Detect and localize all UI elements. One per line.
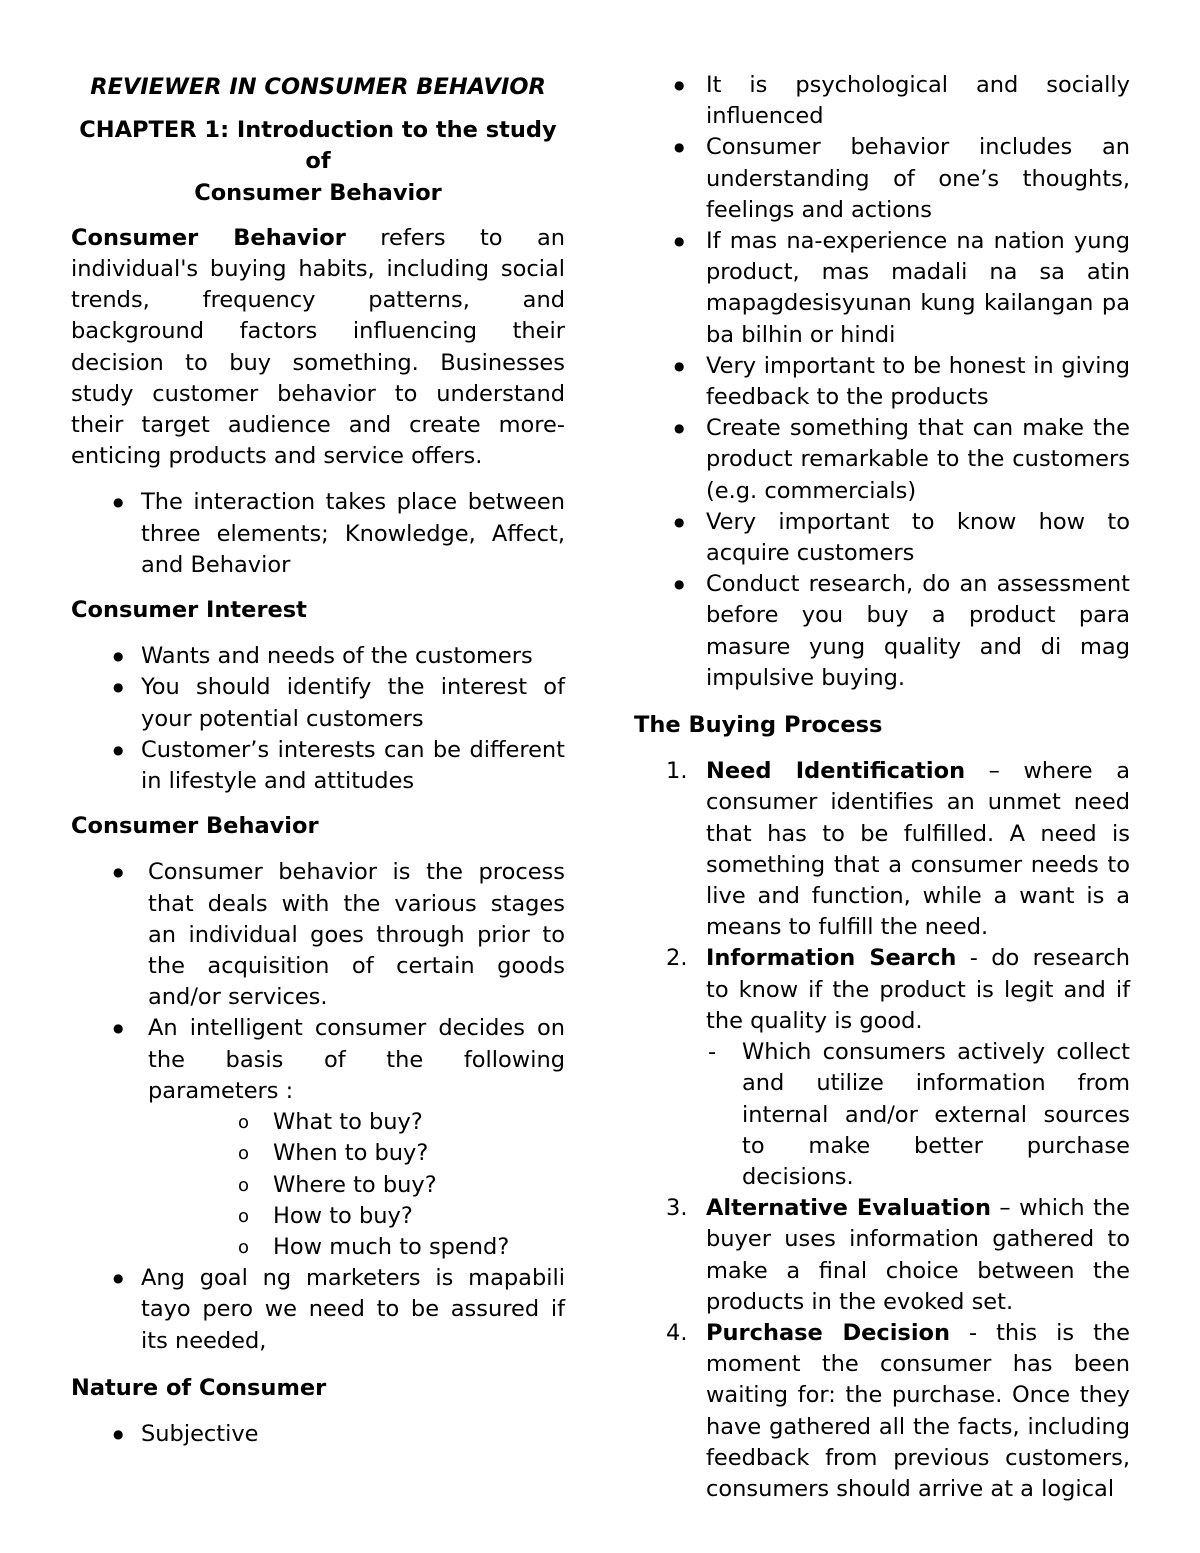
sublist-item: - Which consumers actively collect and utilize information from internal and/or external sources to make better purchase decisions. bbox=[706, 1037, 1130, 1193]
chapter-title-line1: CHAPTER 1: Introduction to the study of bbox=[79, 117, 557, 175]
right-column bbox=[634, 70, 1130, 1505]
section-heading-nature-of-consumer: Nature of Consumer bbox=[71, 1374, 327, 1401]
list-item: ● Consumer behavior includes an understanding of one’s thoughts, feelings and actions bbox=[634, 132, 1130, 226]
chapter-title-line2: Consumer Behavior bbox=[194, 179, 442, 206]
list-item: ● Create something that can make the product remarkable to the customers (e.g. commercials) bbox=[634, 413, 1130, 507]
step-text: – which the buyer uses information gathered to make a final choice between the products in the evoked set. bbox=[706, 1195, 1130, 1315]
process-step bbox=[634, 756, 1130, 943]
section-heading-buying-process: The Buying Process bbox=[634, 712, 883, 739]
process-step bbox=[634, 943, 1130, 1193]
list-item-text: An intelligent consumer decides on the basis of the following parameters : bbox=[148, 1015, 565, 1104]
list-item: ● If mas na-experience na nation yung product, mas madali na sa atin mapagdesisyunan kung kailangan pa ba bilhin or hindi bbox=[634, 226, 1130, 351]
section-heading-consumer-interest: Consumer Interest bbox=[71, 597, 307, 624]
list-item: ● You should identify the interest of your potential customers bbox=[71, 672, 565, 734]
sublist-item: o How much to spend? bbox=[71, 1232, 565, 1263]
buying-process-list bbox=[634, 756, 1130, 1505]
step-term: Alternative Evaluation bbox=[706, 1195, 992, 1222]
list-item: ● The interaction takes place between three elements; Knowledge, Affect, and Behavior bbox=[71, 487, 565, 581]
list-item: ● Conduct research, do an assessment before you buy a product para masure yung quality and di mag impulsive buying. bbox=[634, 569, 1130, 694]
step-text: - do research to know if the product is legit and if the quality is good. bbox=[706, 945, 1130, 1034]
intro-paragraph bbox=[71, 223, 565, 473]
step-term: Purchase Decision bbox=[706, 1319, 951, 1346]
parameter-sublist bbox=[71, 1107, 565, 1263]
list-item bbox=[71, 1013, 565, 1263]
left-column bbox=[71, 70, 565, 1450]
step-number: 3. bbox=[666, 1195, 688, 1222]
step-sublist bbox=[706, 1037, 1130, 1193]
intro-term: Consumer Behavior bbox=[71, 224, 346, 251]
nature-list-left bbox=[71, 1419, 565, 1450]
sublist-item: o How to buy? bbox=[71, 1201, 565, 1232]
list-item: ● Customer’s interests can be different in lifestyle and attitudes bbox=[71, 735, 565, 797]
list-item: ● Very important to know how to acquire customers bbox=[634, 507, 1130, 569]
consumer-interest-list bbox=[71, 641, 565, 797]
list-item: ● Wants and needs of the customers bbox=[71, 641, 565, 672]
list-item: ● Subjective bbox=[71, 1419, 565, 1450]
intro-bullet-list bbox=[71, 487, 565, 581]
step-term: Information Search bbox=[706, 945, 957, 972]
process-step bbox=[634, 1318, 1130, 1505]
step-text: – where a consumer identifies an unmet need that has to be fulfilled. A need is something that a consumer needs to live and function, while a want is a means to fulfill the need. bbox=[706, 758, 1130, 941]
sublist-item: o What to buy? bbox=[71, 1107, 565, 1138]
nature-list-right bbox=[634, 70, 1130, 694]
list-item: ● Ang goal ng marketers is mapabili tayo pero we need to be assured if its needed, bbox=[71, 1263, 565, 1357]
step-number: 4. bbox=[666, 1319, 688, 1346]
sublist-item: o When to buy? bbox=[71, 1138, 565, 1169]
process-step bbox=[634, 1193, 1130, 1318]
intro-text: refers to an individual's buying habits, including social trends, frequency patterns, and background factors influencing their decision to buy something. Businesses study customer behavior to understand their target audience and create more-enticing products and service offers. bbox=[71, 224, 565, 470]
step-number: 1. bbox=[666, 758, 688, 785]
list-item: ● Very important to be honest in giving feedback to the products bbox=[634, 351, 1130, 413]
sublist-item: o Where to buy? bbox=[71, 1170, 565, 1201]
consumer-behavior-list bbox=[71, 857, 565, 1356]
section-heading-consumer-behavior: Consumer Behavior bbox=[71, 813, 319, 840]
list-item: ● It is psychological and socially influenced bbox=[634, 70, 1130, 132]
chapter-title bbox=[71, 115, 565, 209]
step-text: - this is the moment the consumer has been waiting for: the purchase. Once they have gathered all the facts, including feedback from previous customers, consumers should arrive at a logical bbox=[706, 1319, 1131, 1502]
step-number: 2. bbox=[666, 945, 688, 972]
list-item: ● Consumer behavior is the process that deals with the various stages an individual goes through prior to the acquisition of certain goods and/or services. bbox=[71, 857, 565, 1013]
document-title: REVIEWER IN CONSUMER BEHAVIOR bbox=[90, 74, 546, 100]
step-term: Need Identification bbox=[706, 758, 966, 785]
